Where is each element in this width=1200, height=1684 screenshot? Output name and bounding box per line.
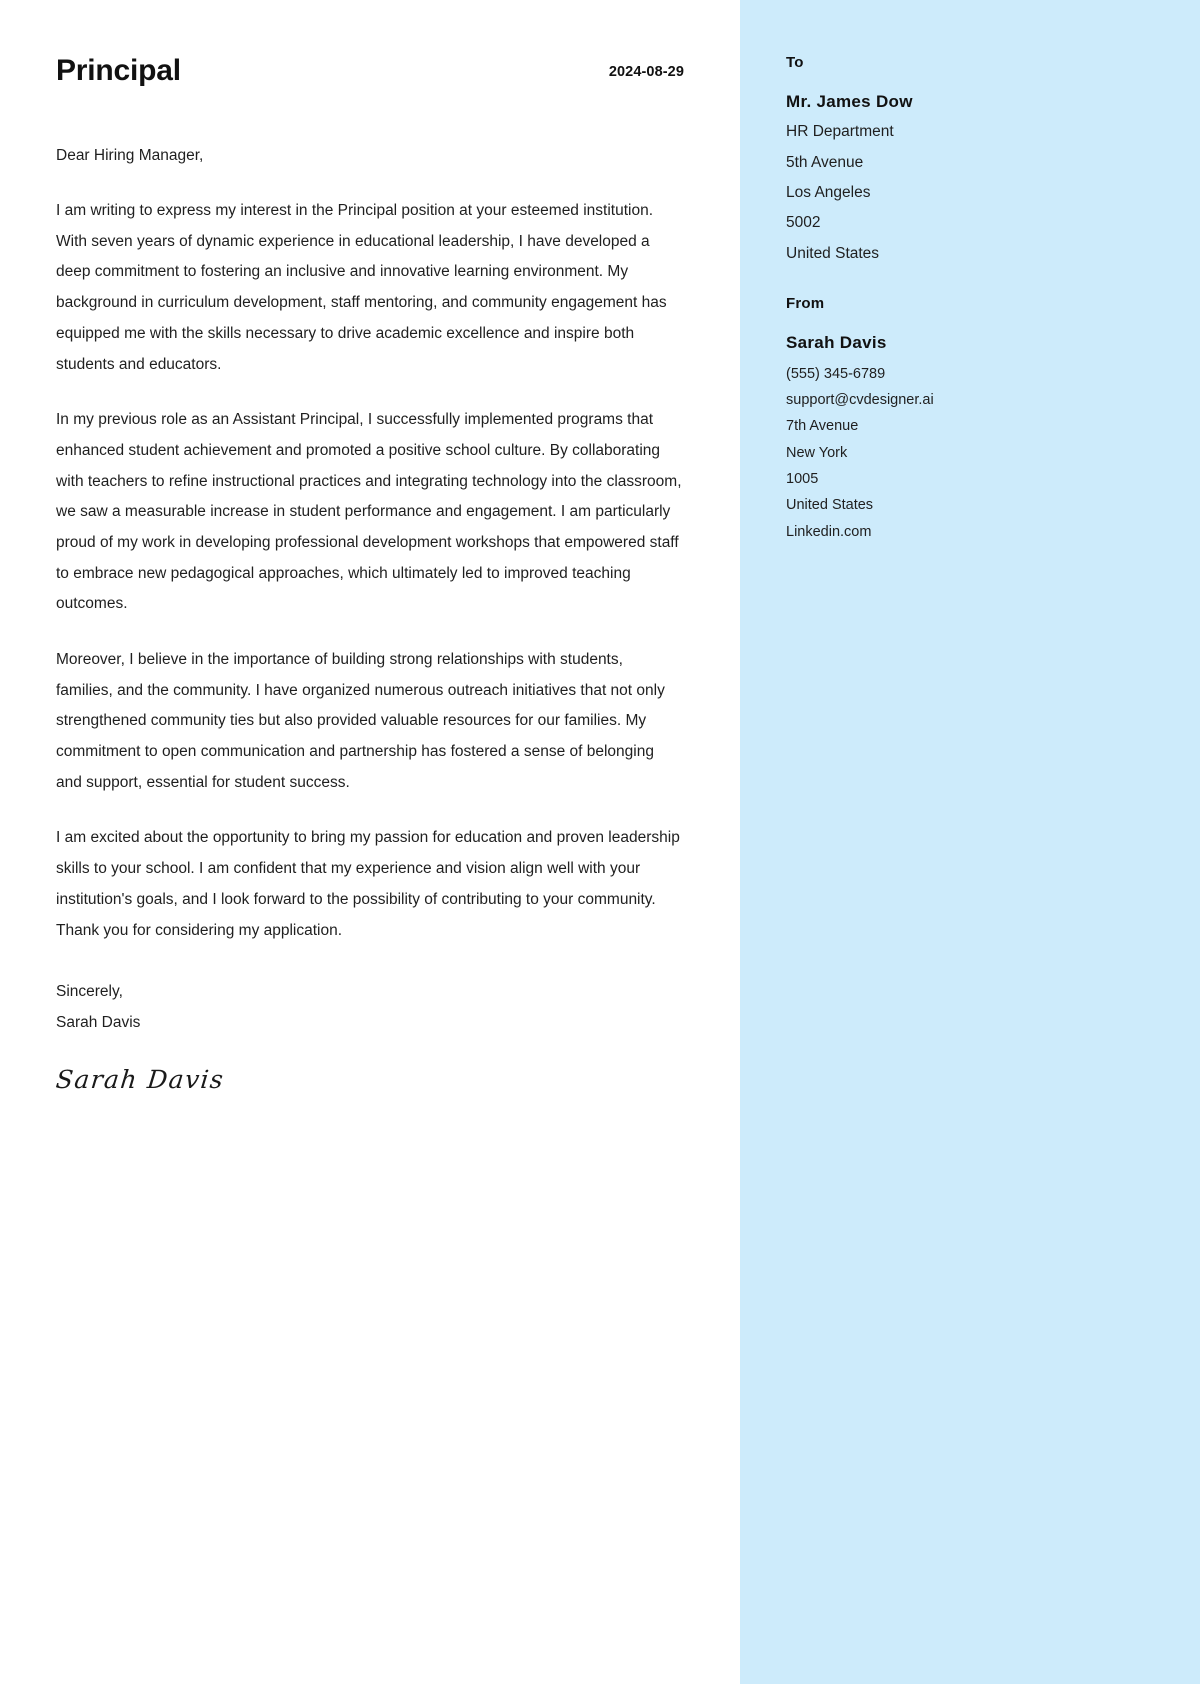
- page-title: Principal: [56, 54, 181, 87]
- signature: Sarah Davis: [54, 1064, 226, 1094]
- body-paragraph: I am excited about the opportunity to bring my passion for education and proven leadership skills to your school. I am confident that my experience and vision align well with your institution's goals, and I look forward to the possibility of contributing to your community. Thank you for considering my application.: [56, 829, 680, 939]
- sender-line: New York: [786, 444, 848, 461]
- sender-line: United States: [786, 497, 874, 514]
- recipient-line: HR Department: [786, 123, 894, 141]
- salutation: Dear Hiring Manager,: [56, 147, 204, 164]
- body-paragraph: I am writing to express my interest in the Principal position at your esteemed institution. With seven years of dynamic experience in educational leadership, I have developed a deep commitment to fostering an inclusive and innovative learning environment. My background in curriculum development, staff mentoring, and community engagement has equipped me with the skills necessary to drive academic excellence and inspire both students and educators.: [56, 202, 667, 373]
- closing-name: Sarah Davis: [56, 1013, 141, 1031]
- letter-header: [56, 54, 684, 87]
- recipient-line: 5002: [786, 214, 821, 232]
- sender-heading: From: [786, 295, 825, 313]
- sender-linkedin: Linkedin.com: [786, 523, 872, 540]
- recipient-name: Mr. James Dow: [786, 92, 913, 111]
- sender-email: support@cvdesigner.ai: [786, 391, 934, 408]
- sender-line: 1005: [786, 471, 819, 488]
- closing-salutation: Sincerely,: [56, 983, 123, 1001]
- sender-line: 7th Avenue: [786, 418, 859, 435]
- body-paragraph: In my previous role as an Assistant Principal, I successfully implemented programs that enhanced student achievement and promoted a positive school culture. By collaborating with teachers to refine instructional practices and integrating technology into the classroom, we saw a measurable increase in student performance and engagement. I am particularly proud of my work in developing professional development workshops that empowered staff to embrace new pedagogical approaches, which ultimately led to improved teaching outcomes.: [56, 411, 682, 613]
- sender-section: [786, 295, 1160, 545]
- letter-date: 2024-08-29: [608, 64, 684, 80]
- closing-block: [56, 977, 684, 1038]
- recipient-line: United States: [786, 244, 880, 262]
- recipient-section: [786, 54, 1160, 269]
- recipient-heading: To: [786, 54, 804, 71]
- sender-name: Sarah Davis: [786, 333, 887, 353]
- body-paragraph: Moreover, I believe in the importance of building strong relationships with students, families, and the community. I have organized numerous outreach initiatives that not only strengthened community ties but also provided valuable resources for our families. My commitment to open communication and partnership has fostered a sense of belonging and support, essential for student success.: [56, 651, 665, 791]
- sender-phone: (555) 345-6789: [786, 365, 886, 382]
- recipient-line: 5th Avenue: [786, 153, 864, 171]
- contact-sidebar: [740, 0, 1200, 1684]
- recipient-line: Los Angeles: [786, 184, 871, 202]
